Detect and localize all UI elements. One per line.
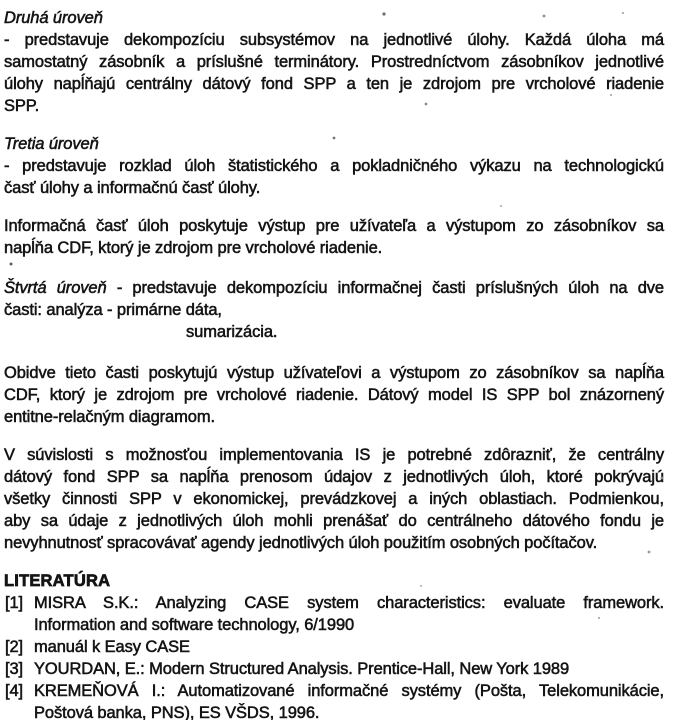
reference-number: [3] <box>5 660 24 678</box>
text-line: samostatný zásobník a príslušné terminátory. Prostredníctvom zásobníkov jednotlivé <box>4 53 664 71</box>
text-line: CDF, ktorý je zdrojom pre vrcholové riadenie. Dátový model IS SPP bol znázornený <box>4 386 664 404</box>
reference-number: [1] <box>5 594 24 612</box>
text-line: všetky činnosti SPP v ekonomickej, prevádzkovej a iných oblastiach. Podmienkou, <box>4 490 664 508</box>
paragraph-druha-uroven <box>4 7 664 117</box>
literatura-heading: LITERATÚRA <box>4 572 111 590</box>
reference-number: [2] <box>5 638 24 656</box>
paragraph-obidve-casti <box>4 362 664 428</box>
text-line: časť úlohy a informačnú časť úlohy. <box>4 179 261 197</box>
reference-text-line: KREMEŇOVÁ I.: Automatizované informačné systémy (Pošta, Telekomunikácie, <box>34 682 664 700</box>
text-line: V súvislosti s možnosťou implementovania IS je potrebné zdôrazniť, že centrálny <box>4 446 664 464</box>
reference-text-line: YOURDAN, E.: Modern Structured Analysis. Prentice-Hall, New York 1989 <box>34 660 570 678</box>
text-line: aby sa údaje z jednotlivých úloh mohli prenášať do centrálneho dátového fondu je <box>4 512 664 530</box>
text-line <box>4 277 664 299</box>
paragraph-tretia-uroven <box>4 133 664 199</box>
text-line: SPP. <box>4 97 40 115</box>
reference-text-line: manuál k Easy CASE <box>34 638 190 656</box>
text-line: úlohy napĺňajú centrálny dátový fond SPP a ten je zdrojom pre vrcholové riadenie <box>4 75 664 93</box>
reference-text-line: Poštová banka, PNS), ES VŠDS, 1996. <box>34 704 320 720</box>
paragraph-stvrta-uroven <box>4 277 664 343</box>
paragraph-informacna-cast <box>4 215 664 259</box>
text-line: Obidve tieto časti poskytujú výstup užívateľovi a výstupom zo zásobníkov sa napĺňa <box>4 364 664 382</box>
text-line: entitne-relačným diagramom. <box>4 408 215 426</box>
text-line: nevyhnutnosť spracovávať agendy jednotlivých úloh použitím osobných počítačov. <box>4 534 598 552</box>
section-heading-tretia-uroven: Tretia úroveň <box>4 135 99 153</box>
text-line: - predstavuje dekompozíciu informačnej časti príslušných úloh na dve <box>116 279 665 297</box>
text-line: časti: analýza - primárne dáta, <box>4 301 222 319</box>
text-line: sumarizácia. <box>186 323 278 341</box>
section-heading-stvrta-uroven: Štvrtá úroveň <box>4 279 107 297</box>
reference-item-1 <box>4 592 664 636</box>
reference-item-3 <box>4 658 664 680</box>
text-line: - predstavuje rozklad úloh štatistického a pokladničného výkazu na technologickú <box>4 157 664 175</box>
reference-item-4 <box>4 680 664 720</box>
scan-noise-dots <box>0 0 2 2</box>
reference-item-2 <box>4 636 664 658</box>
references-section <box>4 570 664 720</box>
reference-text-line: MISRA S.K.: Analyzing CASE system characteristics: evaluate framework. <box>34 594 664 612</box>
reference-text-line: Information and software technology, 6/1990 <box>34 616 355 634</box>
section-heading-druha-uroven: Druhá úroveň <box>4 9 103 27</box>
text-line: Informačná časť úloh poskytuje výstup pre užívateľa a výstupom zo zásobníkov sa <box>4 217 664 235</box>
text-line: dátový fond SPP sa napĺňa prenosom údajov z jednotlivých úloh, ktoré pokrývajú <box>4 468 664 486</box>
paragraph-v-suvislosti <box>4 444 664 554</box>
text-line: - predstavuje dekompozíciu subsystémov na jednotlivé úlohy. Každá úloha má <box>4 31 664 49</box>
reference-number: [4] <box>5 682 24 700</box>
text-line: napĺňa CDF, ktorý je zdrojom pre vrcholové riadenie. <box>4 239 383 257</box>
